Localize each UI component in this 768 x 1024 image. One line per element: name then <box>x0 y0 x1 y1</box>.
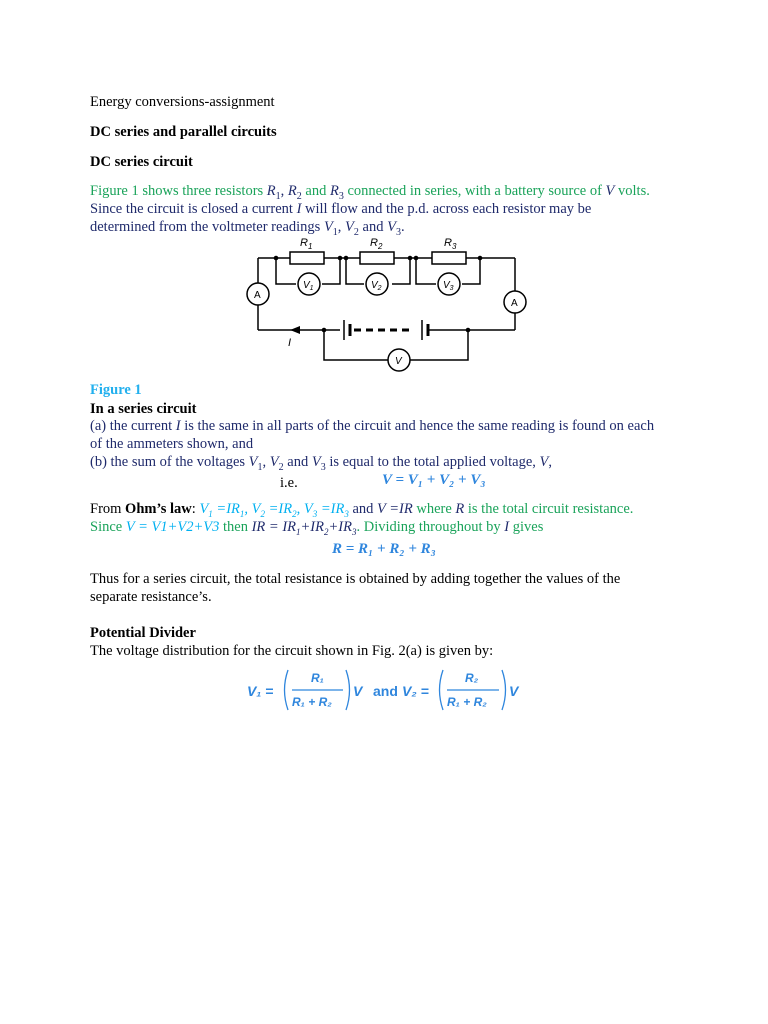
formula-numerator-r2: R₂ <box>465 671 479 685</box>
circuit-diagram <box>240 234 530 378</box>
formula-denominator-1: R₁ + R₂ <box>292 695 332 709</box>
heading-dc-series-circuit: DC series circuit <box>90 154 193 170</box>
label-v2: $V_2$ <box>371 280 382 292</box>
label-current: I <box>288 337 292 349</box>
label-r3: $R_3$ <box>444 237 457 251</box>
figure-caption: Figure 1 <box>90 382 142 398</box>
intro-line-1: Figure 1 shows three resistors $R_1$, $R_2$ and $R_3$ connected in series, with a battery source of V volts. <box>90 183 650 202</box>
formula-denominator-2: R₁ + R₂ <box>447 695 487 709</box>
voltage-sum-equation: V = V₁ + V₂ + V₃ <box>382 472 486 488</box>
thus-line-2: separate resistance’s. <box>90 589 212 605</box>
label-ammeter-right: A <box>511 298 518 309</box>
formula-v-1: V <box>353 683 363 699</box>
divider-text: The voltage distribution for the circuit shown in Fig. 2(a) is given by: <box>90 643 494 659</box>
label-r2: $R_2$ <box>370 237 383 251</box>
ohm-line-1: From Ohm’s law: $V_1 =IR_1$, $V_2 =IR_2$, $V_3 =IR_3$ and V =IR where R is the total circuit resistance. <box>90 501 634 519</box>
ie-label: i.e. <box>280 475 298 491</box>
formula-v1-lhs: V₁ = <box>247 683 274 699</box>
series-line-a: (a) the current I is the same in all parts of the circuit and hence the same reading is found on each <box>90 418 655 434</box>
ohm-line-2: Since V = V1+V2+V3 then IR = $IR_1+IR_2+IR_3$. Dividing throughout by I gives <box>90 519 544 537</box>
label-v1: $V_1$ <box>303 280 314 292</box>
label-ammeter-left: A <box>254 290 261 301</box>
series-line-b: (b) the sum of the voltages $V_1$, $V_2$ and $V_3$ is equal to the total applied voltage, V, <box>90 454 552 473</box>
formula-and: and <box>373 683 398 699</box>
series-line-a-cont: of the ammeters shown, and <box>90 436 254 452</box>
resistance-sum-equation: R = R₁ + R₂ + R₃ <box>332 541 436 557</box>
label-v-supply: V <box>395 356 402 367</box>
intro-line-3: determined from the voltmeter readings $V_1$, $V_2$ and $V_3$. <box>90 219 405 238</box>
thus-line-1: Thus for a series circuit, the total resistance is obtained by adding together the values of the <box>90 571 621 587</box>
heading-dc-series-parallel: DC series and parallel circuits <box>90 124 277 140</box>
intro-line-2: Since the circuit is closed a current I will flow and the p.d. across each resistor may be <box>90 201 592 217</box>
heading-potential-divider: Potential Divider <box>90 625 196 641</box>
heading-in-series-circuit: In a series circuit <box>90 401 197 417</box>
formula-v2-lhs: V₂ = <box>402 683 429 699</box>
potential-divider-formula <box>245 664 530 716</box>
label-v3: $V_3$ <box>443 280 454 292</box>
label-r1: $R_1$ <box>300 237 313 251</box>
formula-v-2: V <box>509 683 519 699</box>
doc-title: Energy conversions-assignment <box>90 94 275 110</box>
formula-numerator-r1: R₁ <box>311 671 324 685</box>
